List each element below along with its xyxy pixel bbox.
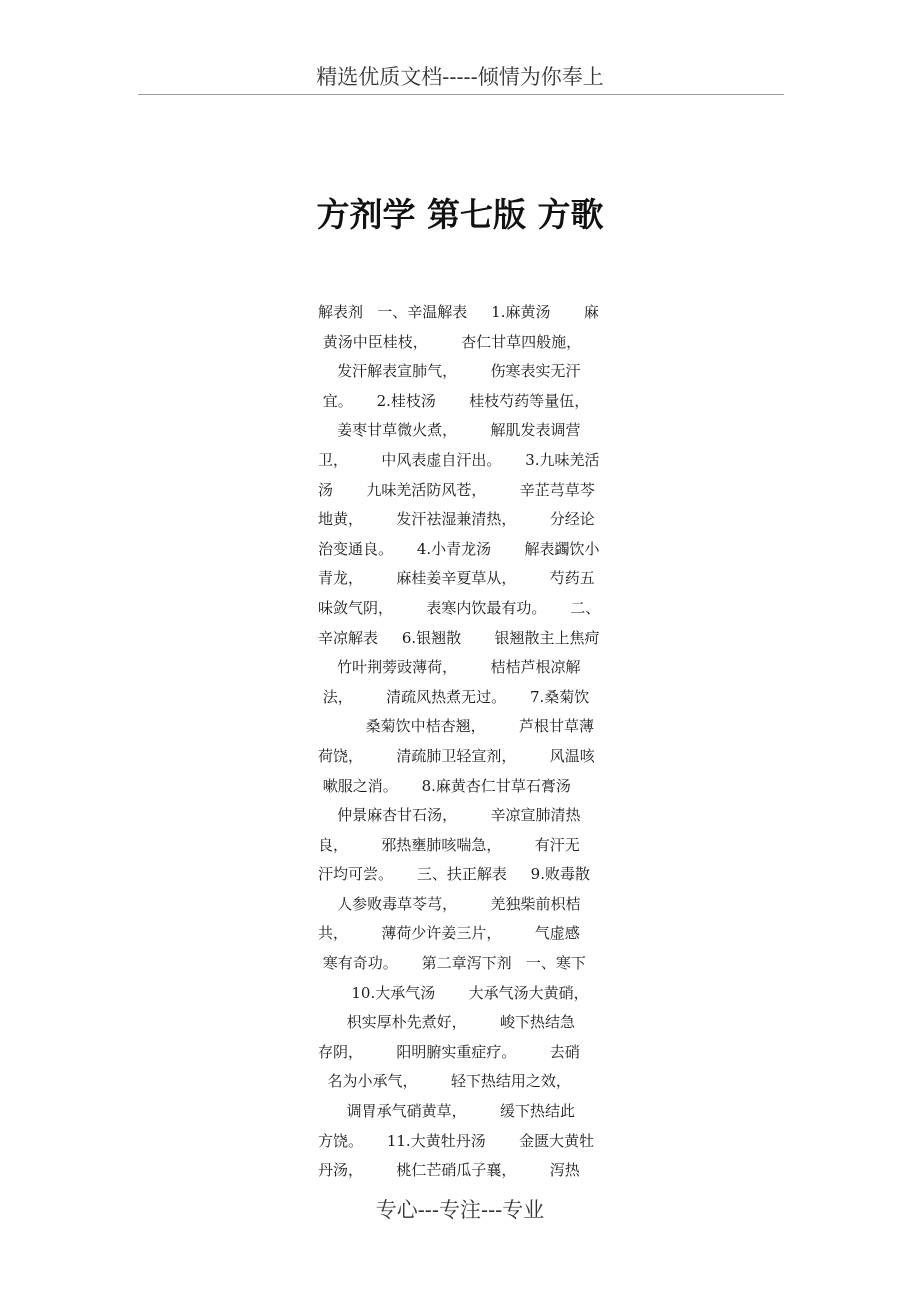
verse-line: 青龙， 麻桂姜辛夏草从， 芍药五 — [318, 569, 595, 588]
verse-line: 发汗解表宣肺气， 伤寒表实无汗 — [318, 362, 581, 381]
verse-line: 荷饶， 清疏肺卫轻宣剂， 风温咳 — [318, 746, 595, 765]
verse-line: 10.大承气汤 大承气汤大黄硝， — [318, 983, 589, 1002]
page-footer: 专心---专注---专业 — [375, 1198, 545, 1222]
verse-line: 丹汤， 桃仁芒硝瓜子襄， 泻热 — [318, 1161, 580, 1180]
verse-line: 仲景麻杏甘石汤， 辛凉宣肺清热 — [318, 806, 581, 825]
verse-line: 桑菊饮中桔杏翘， 芦根甘草薄 — [318, 717, 595, 736]
verse-line: 调胃承气硝黄草， 缓下热结此 — [318, 1102, 575, 1121]
verse-line: 枳实厚朴先煮好， 峻下热结急 — [318, 1013, 575, 1032]
verse-line: 人参败毒草苓芎， 羌独柴前枳桔 — [318, 894, 581, 913]
verse-line: 汗均可尝。 三、扶正解表 9.败毒散 — [318, 865, 590, 884]
verse-line: 方饶。 11.大黄牡丹汤 金匮大黄牡 — [318, 1131, 595, 1150]
verse-line: 宜。 2.桂枝汤 桂枝芍药等量伍， — [318, 391, 590, 410]
verse-line: 治变通良。 4.小青龙汤 解表蠲饮小 — [318, 539, 600, 558]
verse-line: 味敛气阴， 表寒内饮最有功。 二、 — [318, 598, 601, 617]
verse-line: 姜枣甘草微火煮， 解肌发表调营 — [318, 421, 581, 440]
verse-line: 汤 九味羌活防风苍， 辛芷芎草芩 — [318, 480, 595, 499]
verse-line: 嗽服之消。 8.麻黄杏仁甘草石膏汤 — [318, 776, 571, 795]
verse-body — [318, 298, 604, 1190]
verse-line: 良， 邪热壅肺咳喘急， 有汗无 — [318, 835, 580, 854]
verse-line: 寒有奇功。 第二章泻下剂 一、寒下 — [318, 954, 586, 973]
verse-line: 法， 清疏风热煮无过。 7.桑菊饮 — [318, 687, 590, 706]
verse-line: 竹叶荆蒡豉薄荷， 桔桔芦根凉解 — [318, 658, 581, 677]
page-header: 精选优质文档-----倾情为你奉上 — [316, 65, 604, 89]
verse-line: 共， 薄荷少许姜三片， 气虚感 — [318, 924, 580, 943]
header-divider — [138, 94, 784, 95]
verse-line: 存阴， 阳明腑实重症疗。 去硝 — [318, 1042, 580, 1061]
verse-line: 名为小承气， 轻下热结用之效， — [318, 1072, 571, 1091]
verse-line: 辛凉解表 6.银翘散 银翘散主上焦疴 — [318, 628, 600, 647]
verse-line: 黄汤中臣桂枝， 杏仁甘草四般施， — [318, 332, 582, 351]
verse-line: 解表剂 一、辛温解表 1.麻黄汤 麻 — [318, 303, 599, 321]
verse-line: 地黄， 发汗祛湿兼清热， 分经论 — [318, 510, 595, 529]
document-title: 方剂学 第七版 方歌 — [316, 195, 604, 234]
verse-line: 卫， 中风表虚自汗出。 3.九味羌活 — [318, 450, 600, 469]
